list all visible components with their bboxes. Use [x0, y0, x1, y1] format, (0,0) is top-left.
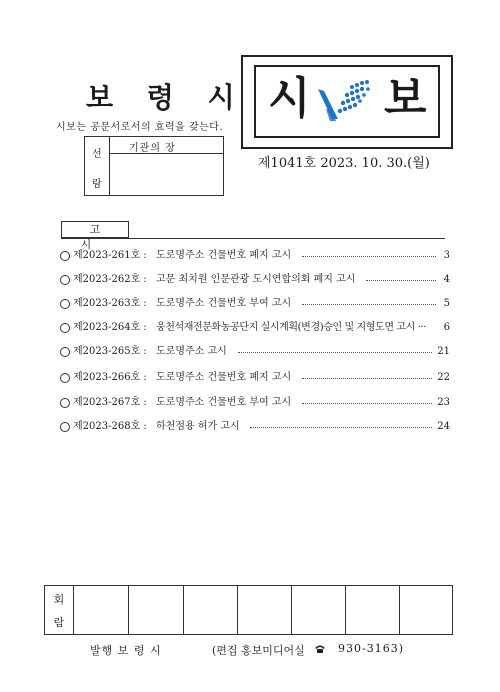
notice-number: 제2023-265호 :: [73, 346, 147, 357]
issue-label: 제1041호 2023. 10. 30.(월): [258, 156, 430, 171]
notice-number: 제2023-267호 :: [73, 397, 147, 408]
city-logo-icon: [316, 79, 378, 125]
notice-title: 하천점용 허가 고시: [156, 421, 240, 432]
leader-dots: [302, 403, 432, 404]
notice-title: 도로명주소 건물번호 부여 고시: [156, 298, 292, 309]
circulation-divider: [399, 586, 400, 634]
notice-item[interactable]: [60, 371, 450, 385]
leader-dots: [302, 378, 432, 379]
notice-number: 제2023-263호 :: [73, 298, 147, 309]
bullet-circle-icon: [60, 347, 70, 357]
city-title: 보 령 시: [86, 81, 247, 114]
bullet-circle-icon: [60, 251, 70, 261]
notice-item[interactable]: [60, 420, 450, 434]
notice-item[interactable]: [60, 297, 450, 311]
masthead-char-left: 시: [268, 73, 311, 124]
circulation-label-1: 회: [53, 593, 65, 606]
notice-page: 5: [443, 298, 450, 309]
leader-dots: [302, 304, 436, 305]
notice-title: 도로명주소 고시: [156, 346, 227, 357]
circulation-divider: [73, 586, 74, 634]
notice-item[interactable]: [60, 345, 450, 359]
circulation-label-2: 람: [53, 616, 65, 629]
masthead-char-right: 보: [384, 73, 427, 124]
bullet-circle-icon: [60, 373, 70, 383]
circulation-divider: [291, 586, 292, 634]
approval-header-label: 기관의 장: [129, 143, 176, 154]
footer-publisher: 발행 보 령 시: [90, 644, 162, 657]
approval-row-label-2: 람: [92, 179, 102, 190]
subtitle: 시보는 공문서로서의 효력을 갖는다.: [56, 122, 224, 133]
notice-page: 24: [437, 421, 450, 432]
leader-dots: [302, 256, 436, 257]
footer-phone: 930-3163): [338, 642, 404, 655]
footer-editor: (편집 홍보미디어실: [212, 644, 305, 657]
approval-box: [84, 136, 224, 196]
leader-dots: [366, 280, 436, 281]
notice-number: 제2023-262호 :: [73, 274, 147, 285]
masthead-inner-frame: [254, 65, 440, 138]
phone-icon: [314, 644, 326, 654]
circulation-divider: [345, 586, 346, 634]
notice-page: 21: [437, 346, 450, 357]
notice-item[interactable]: [60, 249, 450, 263]
notice-title: 도로명주소 건물번호 폐지 고시: [156, 372, 292, 383]
notice-item[interactable]: [60, 273, 450, 287]
bullet-circle-icon: [60, 422, 70, 432]
notice-page: 23: [437, 397, 450, 408]
notice-page: 4: [443, 274, 450, 285]
notice-page: 22: [437, 372, 450, 383]
notice-item[interactable]: [60, 396, 450, 410]
notice-heading: 고시: [80, 223, 119, 251]
notice-title: 고문 최치원 인문관광 도시연합의회 폐지 고시: [156, 274, 356, 285]
approval-divider-vertical: [109, 137, 110, 195]
circulation-divider: [183, 586, 184, 634]
leader-dots: [238, 352, 432, 353]
leader-dots: [250, 427, 432, 428]
notice-page: 6: [443, 322, 450, 333]
approval-row-label-1: 선: [92, 149, 102, 160]
notice-title: 도로명주소 건물번호 폐지 고시: [156, 250, 292, 261]
notice-title: 도로명주소 건물번호 부여 고시: [156, 397, 292, 408]
bullet-circle-icon: [60, 299, 70, 309]
notice-heading-box: [61, 221, 129, 251]
notice-item[interactable]: [60, 321, 450, 335]
notice-page: 3: [443, 250, 450, 261]
circulation-table: [44, 585, 453, 635]
bullet-circle-icon: [60, 275, 70, 285]
bullet-circle-icon: [60, 323, 70, 333]
circulation-divider: [128, 586, 129, 634]
bullet-circle-icon: [60, 398, 70, 408]
notice-number: 제2023-268호 :: [73, 421, 147, 432]
notice-title: 웅천석재전문화농공단지 실시계획(변경)승인 및 지형도면 고시 ···: [156, 322, 426, 333]
notice-number: 제2023-266호 :: [73, 372, 147, 383]
notice-divider: [61, 238, 445, 239]
notice-number: 제2023-264호 :: [73, 322, 147, 333]
circulation-divider: [237, 586, 238, 634]
notice-number: 제2023-261호 :: [73, 250, 147, 261]
